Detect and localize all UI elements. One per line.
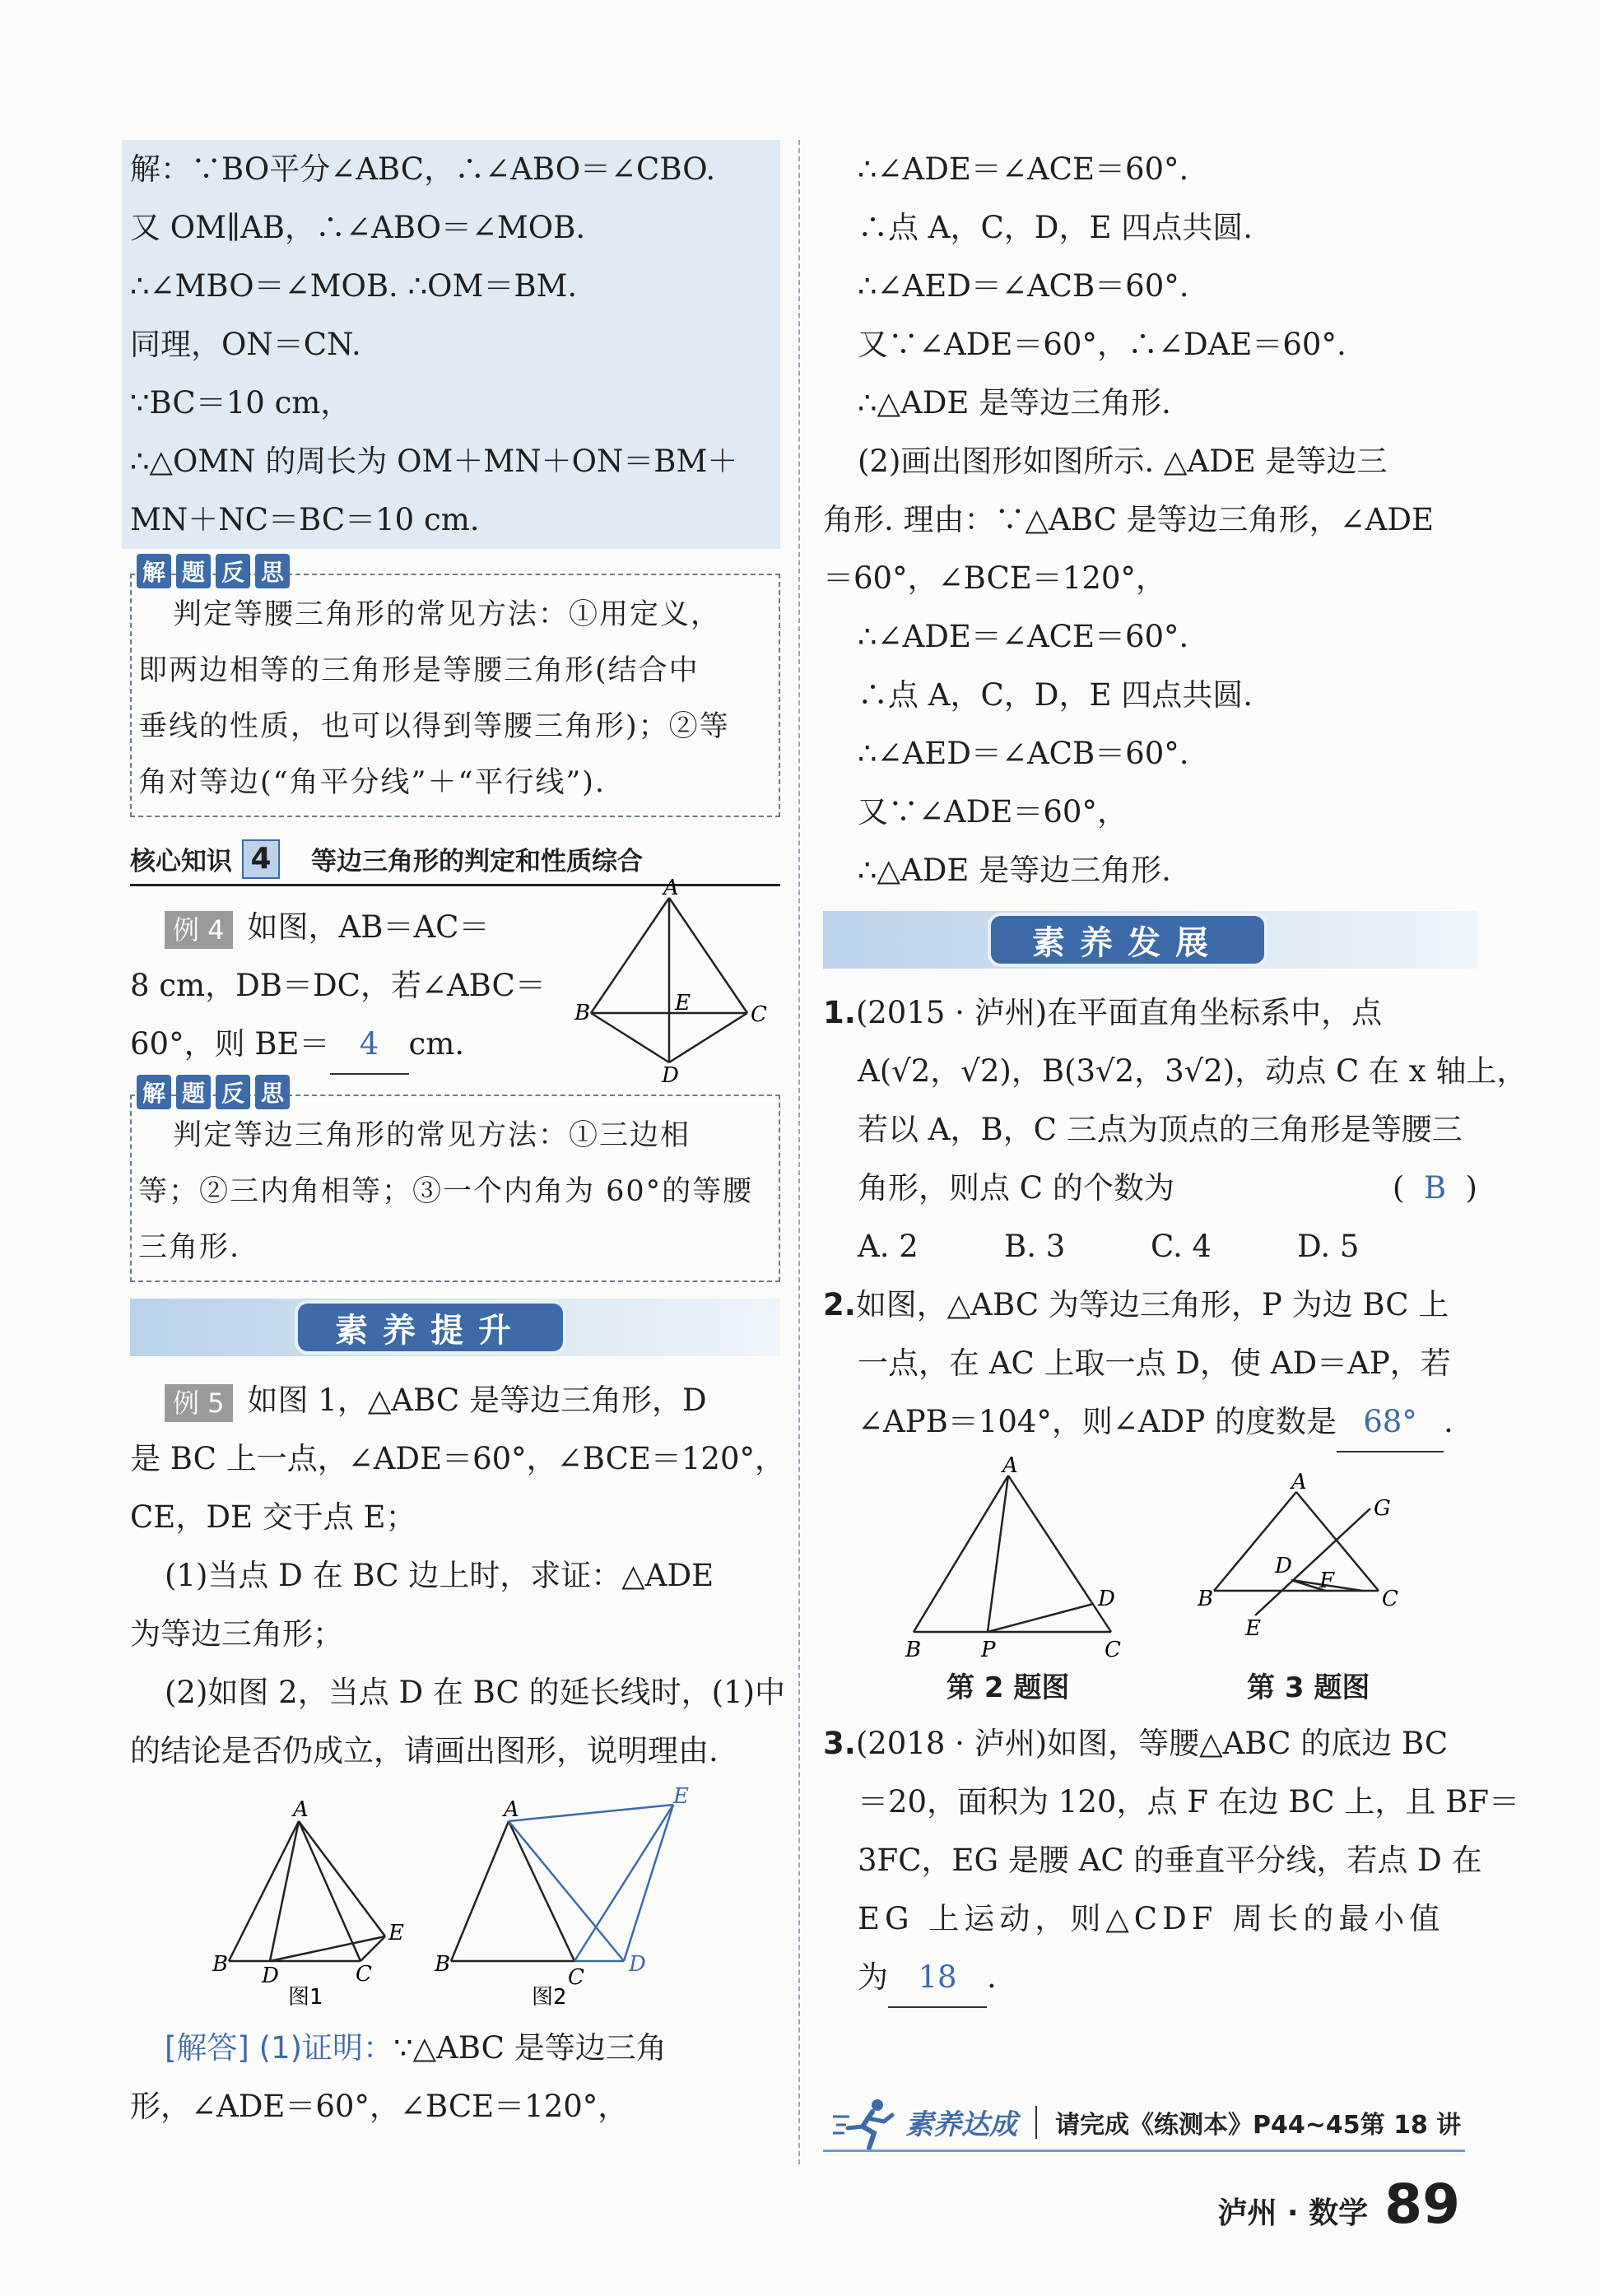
proof-line: ∴△ADE 是等边三角形. bbox=[858, 385, 1171, 421]
example-4-answer: 4 bbox=[330, 1015, 409, 1075]
problem-2: 2.如图，△ABC 为等边三角形，P 为边 BC 上 一点，在 AC 上取一点 D，使 AD＝AP，若 ∠APB＝104°，则∠ADP 的度数是 68° . bbox=[823, 1276, 1477, 1451]
svg-text:B: B bbox=[212, 1952, 229, 1977]
svg-text:A: A bbox=[1002, 1453, 1018, 1478]
svg-text:D: D bbox=[1098, 1587, 1115, 1611]
tag-char: 题 bbox=[176, 554, 211, 588]
example-5-label: 例 5 bbox=[165, 1384, 233, 1422]
proof-line: ∴∠AED＝∠ACB＝60°. bbox=[858, 268, 1189, 304]
svg-text:E: E bbox=[675, 991, 691, 1016]
problem-3: 3.(2018 · 泸州)如图，等腰△ABC 的底边 BC ＝20，面积为 120，点 F 在边 BC 上，且 BF＝ 3FC，EG 是腰 AC 的垂直平分线，若点 D 在 EG 上运动，则△CDF 周长的最小值 为 18 . bbox=[823, 1714, 1477, 2006]
tag-char: 思 bbox=[255, 554, 290, 588]
reflection-line: 等；②三内角相等；③一个内角为 60°的等腰 bbox=[138, 1175, 754, 1208]
svg-text:F: F bbox=[1319, 1569, 1335, 1593]
problem-line: 为 bbox=[858, 1959, 888, 1995]
banner-label: 素养提升 bbox=[295, 1300, 566, 1355]
proof-line: ∴∠ADE＝∠ACE＝60°. bbox=[858, 619, 1189, 654]
example-4 bbox=[130, 876, 780, 1088]
solution-line: 同理，ON＝CN. bbox=[130, 327, 361, 362]
proof-line: ∴∠ADE＝∠ACE＝60°. bbox=[858, 151, 1189, 187]
knowledge-title: 等边三角形的判定和性质综合 bbox=[311, 847, 643, 876]
problem-3-answer: 18 bbox=[888, 1948, 987, 2008]
proof-line: 角形. 理由：∵△ABC 是等边三角形，∠ADE bbox=[823, 502, 1435, 537]
answer-line: 形，∠ADE＝60°，∠BCE＝120°， bbox=[130, 2089, 629, 2124]
svg-text:C: C bbox=[1105, 1638, 1121, 1662]
option: C. 4 bbox=[1151, 1229, 1212, 1264]
svg-text:E: E bbox=[1245, 1616, 1261, 1641]
figure-caption-3: 第 3 题图 bbox=[1247, 1671, 1370, 1704]
page-number: 89 bbox=[1384, 2173, 1460, 2236]
svg-text:D: D bbox=[662, 1063, 679, 1088]
svg-text:P: P bbox=[981, 1638, 996, 1662]
page-subject: 泸州 · 数学 bbox=[1217, 2196, 1369, 2230]
footer-instruction: 请完成《练测本》P44~45第 18 讲 bbox=[1055, 2110, 1462, 2140]
right-column bbox=[823, 140, 1528, 2006]
reflection-line: 三角形. bbox=[138, 1231, 241, 1264]
reflection-tag bbox=[137, 1075, 290, 1109]
proof-line: (2)画出图形如图所示. △ADE 是等边三 bbox=[858, 444, 1388, 479]
proof-line: ∴点 A，C，D，E 四点共圆. bbox=[858, 210, 1253, 245]
problem-line: ∠APB＝104°，则∠ADP 的度数是 bbox=[858, 1404, 1337, 1439]
tag-char: 反 bbox=[216, 554, 250, 588]
footer-banner bbox=[823, 2094, 1465, 2152]
problem-line: 角形，则点 C 的个数为 bbox=[858, 1170, 1174, 1206]
problem-number: 3. bbox=[823, 1726, 856, 1761]
solution-line: ∴∠MBO＝∠MOB. ∴OM＝BM. bbox=[130, 268, 578, 304]
reflection-line: 判定等腰三角形的常见方法：①用定义， bbox=[173, 598, 722, 631]
option: D. 5 bbox=[1297, 1229, 1360, 1264]
problem-1 bbox=[823, 983, 1528, 1276]
answer-tag: [解答] bbox=[165, 2030, 249, 2066]
example-4-figure bbox=[574, 876, 780, 1088]
svg-text:G: G bbox=[1374, 1496, 1391, 1521]
example-4-label: 例 4 bbox=[165, 911, 233, 949]
footer-brand: 素养达成 bbox=[905, 2108, 1017, 2141]
svg-text:C: C bbox=[568, 1965, 584, 1990]
svg-text:C: C bbox=[356, 1962, 372, 1987]
reflection-line: 判定等边三角形的常见方法：①三边相 bbox=[173, 1119, 691, 1152]
problem-number: 2. bbox=[823, 1287, 856, 1322]
figure-1-caption: 图1 bbox=[288, 1985, 323, 2010]
problem-line: (2015 · 泸州)在平面直角坐标系中，点 bbox=[855, 995, 1383, 1030]
svg-text:A: A bbox=[504, 1797, 519, 1822]
svg-text:E: E bbox=[388, 1921, 404, 1945]
reflection-tag bbox=[137, 554, 290, 588]
example-4-line: 8 cm，DB＝DC，若∠ABC＝ bbox=[130, 968, 546, 1003]
footer-separator bbox=[1035, 2106, 1037, 2139]
core-knowledge-header bbox=[130, 834, 780, 886]
figure-caption-2: 第 2 题图 bbox=[947, 1671, 1070, 1704]
problem-figures bbox=[823, 1451, 1477, 1714]
example-5-figures bbox=[130, 1780, 780, 2019]
svg-text:A: A bbox=[663, 876, 679, 900]
choice-answer-value: B bbox=[1423, 1170, 1447, 1206]
tag-char: 思 bbox=[255, 1075, 290, 1109]
proof-block bbox=[823, 140, 1477, 899]
solution-line: MN＋NC＝BC＝10 cm. bbox=[130, 502, 480, 537]
reflection-box-2 bbox=[130, 1080, 780, 1282]
section-banner-develop bbox=[823, 911, 1477, 969]
proof-line: ∴△ADE 是等边三角形. bbox=[858, 853, 1171, 888]
problem-number: 1. bbox=[823, 995, 856, 1030]
tag-char: 解 bbox=[137, 554, 171, 588]
tag-char: 解 bbox=[137, 1075, 171, 1109]
knowledge-number: 4 bbox=[242, 839, 280, 879]
problem-3-figure bbox=[1198, 1470, 1444, 1657]
problem-line: (2018 · 泸州)如图，等腰△ABC 的底边 BC bbox=[855, 1726, 1449, 1761]
svg-text:C: C bbox=[1382, 1587, 1398, 1611]
example-5-line: 如图 1，△ABC 是等边三角形，D bbox=[247, 1383, 707, 1418]
solution-line: ∵BC＝10 cm， bbox=[130, 385, 351, 421]
svg-text:C: C bbox=[751, 1002, 767, 1027]
problem-2-figure bbox=[897, 1453, 1144, 1665]
solution-line: 又 OM∥AB，∴∠ABO＝∠MOB. bbox=[130, 210, 586, 245]
svg-text:B: B bbox=[435, 1952, 451, 1977]
svg-text:D: D bbox=[629, 1952, 646, 1977]
proof-line: ∴∠AED＝∠ACB＝60°. bbox=[858, 736, 1189, 771]
reflection-line: 即两边相等的三角形是等腰三角形(结合中 bbox=[138, 654, 700, 687]
page-footer bbox=[1217, 2173, 1460, 2236]
svg-text:D: D bbox=[1275, 1554, 1292, 1578]
left-column bbox=[130, 140, 786, 2136]
options bbox=[823, 1217, 1477, 1276]
banner-label: 素养发展 bbox=[988, 913, 1267, 967]
problem-line: 如图，△ABC 为等边三角形，P 为边 BC 上 bbox=[855, 1287, 1449, 1322]
reflection-line: 垂线的性质，也可以得到等腰三角形)；②等 bbox=[138, 710, 730, 743]
proof-line: ＝60°，∠BCE＝120°， bbox=[823, 560, 1166, 596]
solution-block bbox=[122, 140, 780, 549]
tag-char: 反 bbox=[216, 1075, 250, 1109]
problem-line: 3FC，EG 是腰 AC 的垂直平分线，若点 D 在 bbox=[858, 1843, 1482, 1878]
proof-line: ∴点 A，C，D，E 四点共圆. bbox=[858, 677, 1253, 713]
problem-line: EG 上运动，则△CDF 周长的最小值 bbox=[858, 1901, 1445, 1936]
section-banner-improve bbox=[130, 1299, 780, 1356]
figure-2 bbox=[435, 1780, 698, 2010]
proof-line: 又∵∠ADE＝60°， bbox=[858, 794, 1128, 830]
svg-text:A: A bbox=[293, 1797, 309, 1822]
example-5-line: 为等边三角形； bbox=[130, 1616, 343, 1652]
answer-line: ∵△ABC 是等边三角 bbox=[393, 2030, 667, 2066]
problem-line: 一点，在 AC 上取一点 D，使 AD＝AP，若 bbox=[858, 1346, 1451, 1381]
answer-head: (1)证明： bbox=[258, 2030, 394, 2066]
solution-line: 解：∵BO平分∠ABC，∴∠ABO＝∠CBO. bbox=[130, 151, 716, 187]
svg-text:A: A bbox=[1291, 1470, 1307, 1494]
example-4-line: 如图，AB＝AC＝ bbox=[247, 909, 490, 945]
choice-answer: ( B ) bbox=[1392, 1170, 1477, 1206]
figure-2-caption: 图2 bbox=[532, 1985, 567, 2010]
example-5-line: CE，DE 交于点 E； bbox=[130, 1499, 416, 1535]
problem-2-answer: 68° bbox=[1337, 1392, 1444, 1452]
problem-line: 若以 A，B，C 三点为顶点的三角形是等腰三 bbox=[858, 1112, 1463, 1147]
option: A. 2 bbox=[858, 1229, 919, 1264]
problem-line: ＝20，面积为 120，点 F 在边 BC 上，且 BF＝ bbox=[858, 1784, 1519, 1820]
svg-text:B: B bbox=[905, 1638, 922, 1662]
option: B. 3 bbox=[1004, 1229, 1066, 1264]
svg-text:D: D bbox=[262, 1964, 279, 1988]
solution-line: ∴△OMN 的周长为 OM＋MN＋ON＝BM＋ bbox=[130, 444, 738, 479]
example-5-line: 是 BC 上一点，∠ADE＝60°，∠BCE＝120°， bbox=[130, 1441, 786, 1476]
example-4-line: 60°，则 BE＝ bbox=[130, 1026, 330, 1062]
reflection-box-1 bbox=[130, 559, 780, 817]
example-5-line: (1)当点 D 在 BC 边上时，求证：△ADE bbox=[165, 1558, 714, 1593]
example-5-line: 的结论是否仍成立，请画出图形，说明理由. bbox=[130, 1733, 719, 1768]
proof-line: 又∵∠ADE＝60°，∴∠DAE＝60°. bbox=[858, 327, 1347, 362]
knowledge-label: 核心知识 bbox=[130, 847, 232, 876]
example-5-line: (2)如图 2，当点 D 在 BC 的延长线时，(1)中 bbox=[165, 1675, 786, 1710]
example-4-unit: cm. bbox=[408, 1026, 465, 1062]
svg-text:E: E bbox=[673, 1784, 689, 1809]
figure-1 bbox=[212, 1788, 418, 2010]
example-5 bbox=[130, 1371, 786, 1780]
svg-text:B: B bbox=[574, 1001, 591, 1025]
problem-line: A(√2，√2)，B(3√2，3√2)，动点 C 在 x 轴上， bbox=[858, 1053, 1528, 1089]
column-divider bbox=[798, 140, 800, 2164]
reflection-line: 角对等边(“角平分线”＋“平行线”). bbox=[138, 766, 607, 799]
tag-char: 题 bbox=[176, 1075, 211, 1109]
svg-text:B: B bbox=[1198, 1587, 1214, 1611]
